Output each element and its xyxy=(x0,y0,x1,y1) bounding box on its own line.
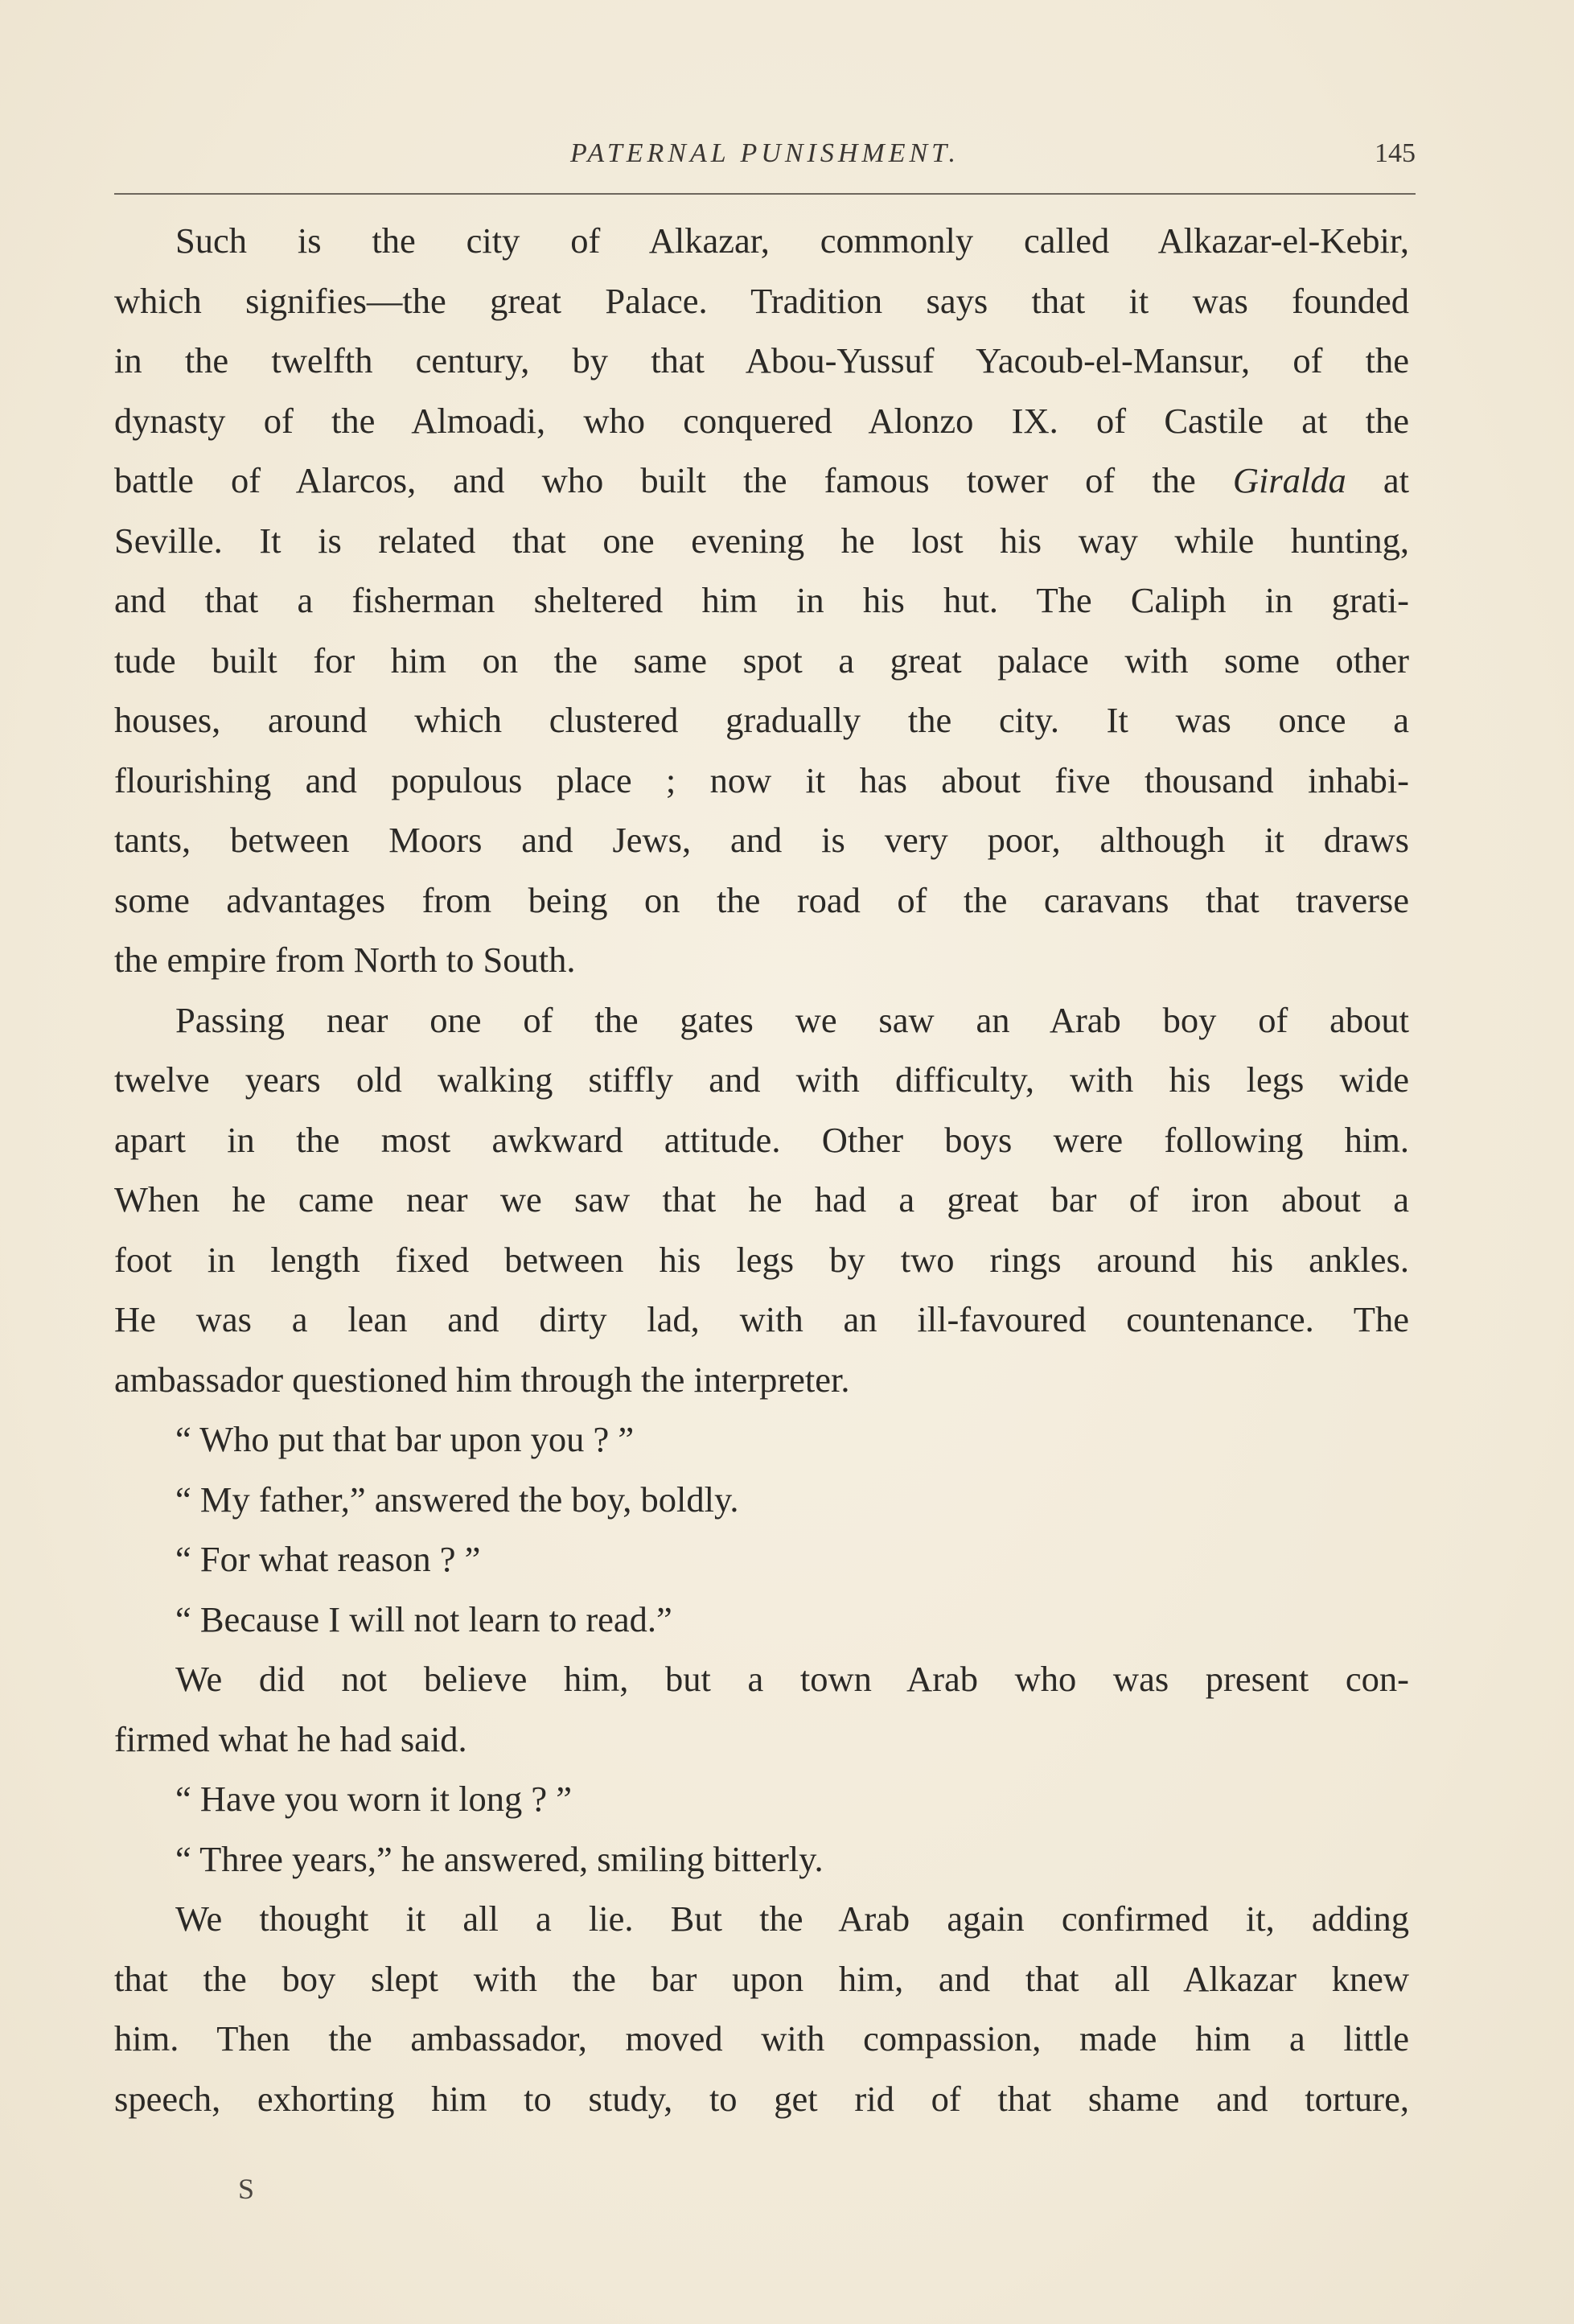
italic-word: Giralda xyxy=(1232,460,1346,500)
text-line: “ Three years,” he answered, smiling bitterly. xyxy=(175,1838,824,1879)
text-line: “ My father,” answered the boy, boldly. xyxy=(175,1479,739,1520)
text-line: He was a lean and dirty lad, with an ill-favoured countenance. The xyxy=(114,1299,1409,1339)
text-line: and that a fisherman sheltered him in his hut. The Caliph in grati- xyxy=(114,580,1409,620)
text-line: We thought it all a lie. But the Arab again confirmed it, adding xyxy=(175,1898,1409,1939)
running-title: PATERNAL PUNISHMENT. xyxy=(569,138,960,168)
page-header xyxy=(114,138,1416,187)
text-line: dynasty of the Almoadi, who conquered Alonzo IX. of Castile at the xyxy=(114,400,1409,441)
text-line: firmed what he had said. xyxy=(114,1718,467,1759)
text-line: When he came near we saw that he had a great bar of iron about a xyxy=(114,1179,1409,1220)
text-line: “ Who put that bar upon you ? ” xyxy=(175,1419,635,1459)
text-line: apart in the most awkward attitude. Other boys were following him. xyxy=(114,1119,1409,1160)
text-line: flourishing and populous place ; now it has about five thousand inhabi- xyxy=(114,759,1409,800)
text-line: the empire from North to South. xyxy=(114,940,576,980)
text-line: houses, around which clustered gradually the city. It was once a xyxy=(114,700,1409,740)
text-line: twelve years old walking stiffly and with difficulty, with his legs wide xyxy=(114,1059,1409,1100)
text-line: “ Have you worn it long ? ” xyxy=(175,1779,573,1819)
text-line: foot in length fixed between his legs by two rings around his ankles. xyxy=(114,1239,1409,1280)
page-number: 145 xyxy=(1375,138,1416,168)
text-line: him. Then the ambassador, moved with compassion, made him a little xyxy=(114,2018,1409,2059)
text-line: ambassador questioned him through the interpreter. xyxy=(114,1359,850,1400)
text-line: “ For what reason ? ” xyxy=(175,1539,481,1579)
text-line: We did not believe him, but a town Arab who was present con- xyxy=(175,1659,1409,1699)
text-line: tants, between Moors and Jews, and is very poor, although it draws xyxy=(114,820,1409,860)
text-segment: battle of Alarcos, and who built the famous tower of the xyxy=(114,460,1233,500)
text-line: Such is the city of Alkazar, commonly called Alkazar-el-Kebir, xyxy=(175,220,1409,261)
text-line: which signifies—the great Palace. Tradition says that it was founded xyxy=(114,280,1409,321)
text-line: Passing near one of the gates we saw an Arab boy of about xyxy=(175,999,1409,1040)
text-line: speech, exhorting him to study, to get rid of that shame and torture, xyxy=(114,2078,1409,2119)
text-line xyxy=(114,450,1409,511)
text-line: tude built for him on the same spot a great palace with some other xyxy=(114,640,1409,681)
header-rule xyxy=(114,193,1416,195)
text-line: Seville. It is related that one evening he lost his way while hunting, xyxy=(114,520,1409,561)
text-line: “ Because I will not learn to read.” xyxy=(175,1598,672,1639)
text-line: that the boy slept with the bar upon him, and that all Alkazar knew xyxy=(114,1958,1409,1999)
text-line: in the twelfth century, by that Abou-Yussuf Yacoub-el-Mansur, of the xyxy=(114,340,1409,380)
body-text xyxy=(114,211,1409,2129)
text-line: some advantages from being on the road of the caravans that traverse xyxy=(114,879,1409,920)
signature-mark: S xyxy=(238,2173,255,2205)
text-segment: at xyxy=(1346,460,1409,500)
